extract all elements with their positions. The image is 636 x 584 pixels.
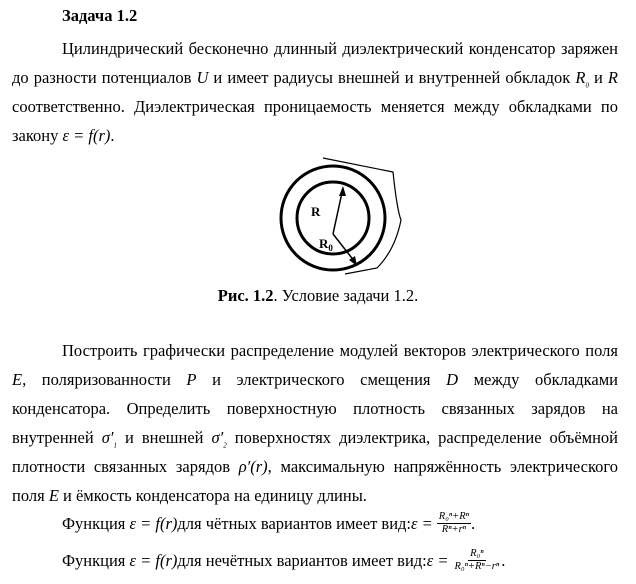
- func-even-tail: .: [470, 513, 476, 533]
- func-even-num-extra: +Rⁿ: [452, 511, 469, 522]
- capacitor-cross-section-diagram: [275, 150, 415, 280]
- desc-text-4: соответственно. Диэлектрическая проницаемость меняется между обкладками по закону: [12, 97, 618, 145]
- task-requirements: [12, 336, 618, 510]
- func-even-prefix: Функция: [62, 513, 126, 533]
- func-odd-tail: .: [501, 550, 506, 570]
- func-even-eps: ε =: [411, 513, 433, 533]
- func-odd-num: R₀ⁿ: [470, 548, 484, 559]
- req-text-5: и внешней: [116, 428, 212, 447]
- function-even: [62, 511, 475, 536]
- radius-R-arrowhead: [339, 186, 346, 196]
- func-odd-law: ε = f(r): [129, 550, 178, 570]
- function-odd: [62, 548, 505, 573]
- capacitor-figure: [275, 150, 415, 280]
- func-even-middle: для чётных вариантов имеет вид:: [177, 513, 412, 533]
- task-description: [12, 34, 618, 150]
- desc-text-2: и имеет радиусы внешней и внутренней обкладок: [208, 68, 576, 87]
- req-text-8: и ёмкость конденсатора на единицу длины.: [58, 486, 367, 505]
- sigma-1: $\sigma'_1$: [101, 428, 117, 450]
- func-even-law: ε = f(r): [129, 513, 178, 533]
- func-even-num: R₀ⁿ: [438, 511, 453, 522]
- task-title: Задача 1.2: [62, 6, 138, 25]
- var-R0: $R_0$: [575, 68, 589, 90]
- req-text-6: поверхностях диэлектрика, распределение объёмной плотности связанных зарядов: [12, 428, 618, 476]
- req-text-7: , максимальную напряжённость электрического поля: [12, 457, 619, 505]
- label-R: R: [311, 204, 321, 219]
- label-R0: $R_0$: [319, 236, 333, 253]
- caption-text: . Условие задачи 1.2.: [273, 286, 419, 305]
- caption-label: Рис. 1.2: [217, 286, 274, 305]
- desc-text-3: и: [588, 68, 608, 87]
- func-odd-fraction: [453, 548, 502, 573]
- desc-text-5: .: [110, 126, 115, 145]
- func-even-fraction: [437, 511, 471, 536]
- var-R: R: [607, 68, 618, 87]
- var-P: P: [186, 370, 197, 389]
- func-odd-middle: для нечётных вариантов имеет вид:: [177, 550, 427, 570]
- req-text-4: между обкладками конденсатора. Определить поверхностную плотность связанных зарядов на внутренней: [12, 370, 618, 447]
- figure-caption: [0, 286, 636, 306]
- req-text-2: , поляризованности: [22, 370, 187, 389]
- req-text-1: Построить графически распределение модулей векторов электрического поля: [62, 341, 618, 360]
- func-odd-prefix: Функция: [62, 550, 126, 570]
- req-text-3: и электрического смещения: [196, 370, 447, 389]
- inner-plate-circle: [297, 182, 369, 254]
- var-E-max: E: [48, 486, 59, 505]
- rho-prime: ρ′(r): [238, 457, 268, 476]
- func-even-den: Rⁿ+rⁿ: [441, 524, 466, 535]
- sigma-2: $\sigma'_2$: [211, 428, 227, 450]
- func-odd-den: R₀ⁿ+Rⁿ−rⁿ: [454, 561, 500, 572]
- var-D: D: [446, 370, 459, 389]
- desc-text-1: Цилиндрический бесконечно длинный диэлектрический конденсатор заряжен до разности потенциалов: [12, 39, 618, 87]
- func-odd-eps: ε =: [426, 550, 449, 570]
- permittivity-law: ε = f(r): [62, 126, 111, 145]
- var-E: E: [12, 370, 23, 389]
- var-U: U: [196, 68, 209, 87]
